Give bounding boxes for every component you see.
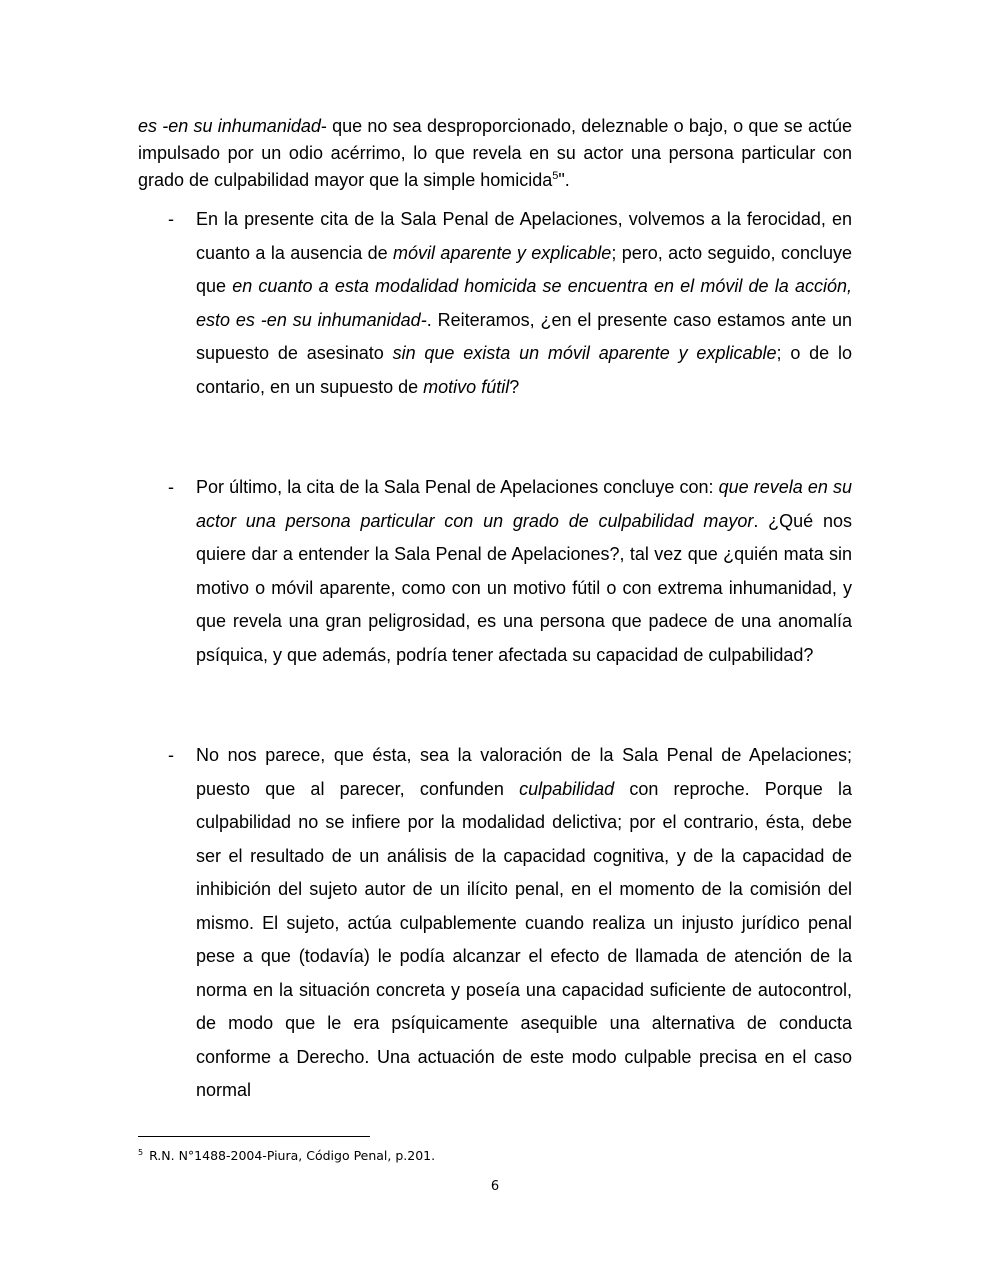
bullet-item-2 <box>138 471 852 672</box>
bullet-dash: - <box>168 477 174 497</box>
bullet-1-italic-b: en cuanto a esta modalidad homicida se encuentra en el móvil de la acción, esto es -en su inhumanidad- <box>196 276 852 330</box>
footnote-text: R.N. N°1488-2004-Piura, Código Penal, p.201. <box>145 1148 436 1163</box>
bullet-item-3 <box>138 739 852 1108</box>
bullet-item-1 <box>138 203 852 404</box>
footnote <box>138 1146 435 1166</box>
bullet-2-text-b: . ¿Qué nos quiere dar a entender la Sala Penal de Apelaciones?, tal vez que ¿quién mata sin motivo o móvil aparente, como con un motivo fútil o con extrema inhumanidad, y que revela una gran peligrosidad, es una persona que padece de una anomalía psíquica, y que además, podría tener afectada su capacidad de culpabilidad? <box>196 510 853 665</box>
bullet-2-text-a: Por último, la cita de la Sala Penal de Apelaciones concluye con: <box>196 477 719 497</box>
bullet-text-1 <box>196 203 852 404</box>
bullet-dash: - <box>168 209 174 229</box>
bullet-1-text-d: ; o de lo contario, en un supuesto de <box>196 343 852 397</box>
footnote-reference[interactable]: 5 <box>552 170 559 182</box>
bullet-text-3 <box>196 739 852 1108</box>
intro-text: - que no sea desproporcionado, deleznable o bajo, o que se actúe impulsado por un odio acérrimo, lo que revela en su actor una persona particular con grado de culpabilidad mayor que la simple homicida <box>138 116 853 190</box>
intro-closing-quote: ". <box>558 170 570 190</box>
bullet-1-italic-d: motivo fútil <box>423 376 510 397</box>
intro-italic-phrase: es -en su inhumanidad <box>138 116 321 136</box>
bullet-text-2 <box>196 471 852 672</box>
bullet-3-text-b: con reproche. Porque la culpabilidad no se infiere por la modalidad delictiva; por el contrario, ésta, debe ser el resultado de un análisis de la capacidad cognitiva, y de la capacidad de inhibición del sujeto autor de un ilícito penal, en el momento de la comisión del mismo. El sujeto, actúa culpablemente cuando realiza un injusto jurídico penal pese a que (todavía) le podía alcanzar el efecto de llamada de atención de la norma en la situación concreta y poseía una capacidad suficiente de autocontrol, de modo que le era psíquicamente asequible una alternativa de conducta conforme a Derecho. Una actuación de este modo culpable precisa en el caso normal <box>196 778 852 1100</box>
bullet-1-text-c: . Reiteramos, ¿en el presente caso estamos ante un supuesto de asesinato <box>196 309 852 363</box>
intro-paragraph <box>138 113 852 194</box>
bullet-3-italic-a: culpabilidad <box>519 778 615 799</box>
bullet-1-text-a: En la presente cita de la Sala Penal de Apelaciones, volvemos a la ferocidad, en cuanto a la ausencia de <box>196 209 852 263</box>
bullet-2-italic-a: que revela en su actor una persona particular con un grado de culpabilidad mayor <box>196 477 852 531</box>
bullet-1-italic-c: sin que exista un móvil aparente y explicable <box>392 343 777 363</box>
bullet-1-text-b: ; pero, acto seguido, concluye que <box>196 242 852 296</box>
bullet-dash: - <box>168 745 174 765</box>
bullet-3-text-a: No nos parece, que ésta, sea la valoración de la Sala Penal de Apelaciones; puesto que al parecer, confunden <box>196 745 852 799</box>
page-number: 6 <box>490 1179 500 1194</box>
bullet-1-italic-a: móvil aparente y explicable <box>393 242 612 263</box>
footnote-number: 5 <box>138 1148 144 1157</box>
bullet-1-text-e: ? <box>509 376 520 397</box>
footnote-separator <box>138 1136 370 1137</box>
